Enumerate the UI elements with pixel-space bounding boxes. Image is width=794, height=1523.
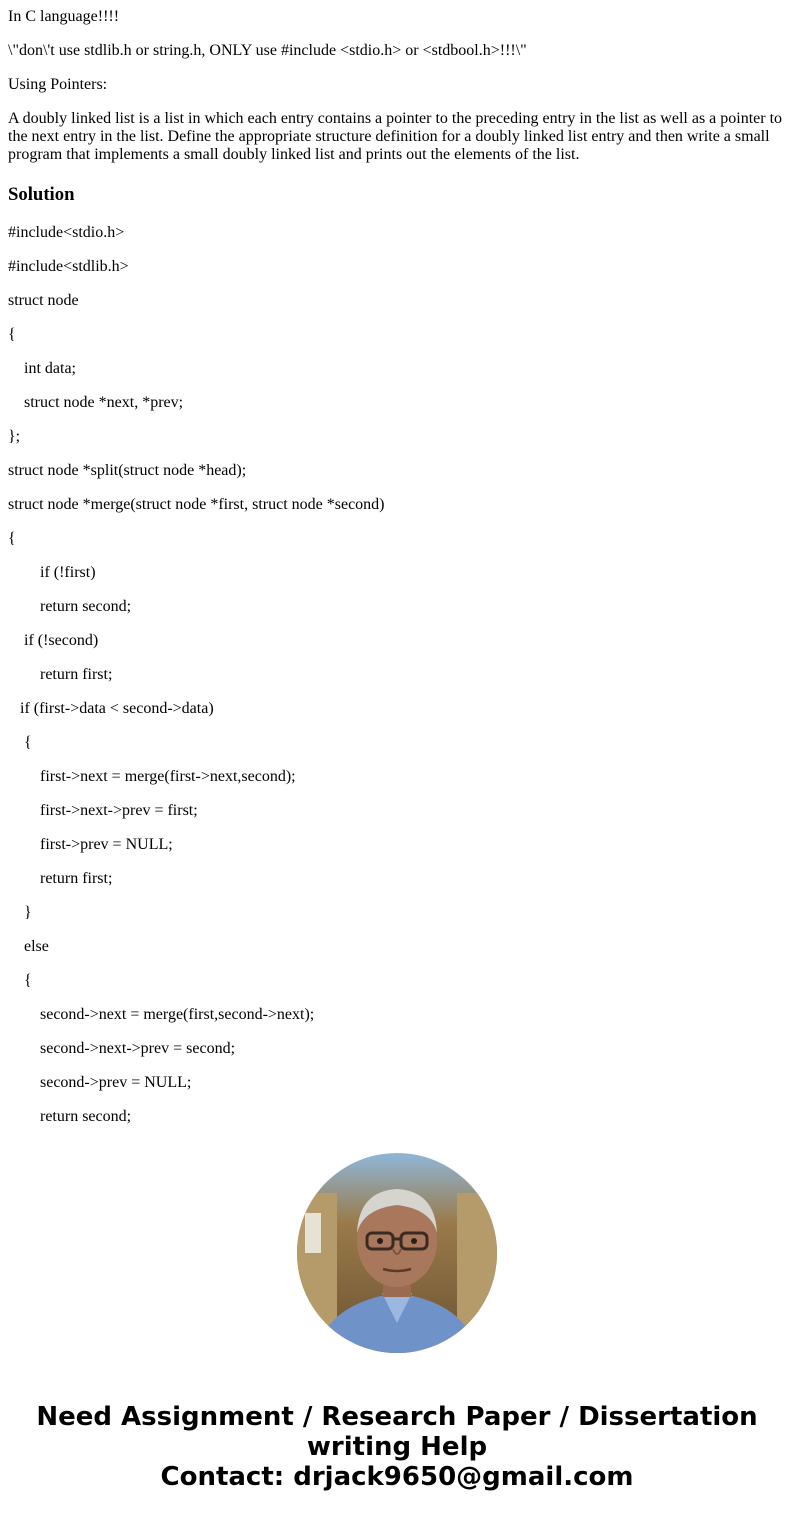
code-line: return first; [8,870,113,887]
code-block [8,224,786,1126]
question-line-restriction: \"don\'t use stdlib.h or string.h, ONLY use #include <stdio.h> or <stdbool.h>!!!\" [8,42,527,59]
code-line: { [8,530,16,547]
solution-heading: Solution [8,184,75,205]
footer-contact [0,1402,794,1492]
page-content [8,0,786,1142]
code-line: struct node *next, *prev; [8,394,184,411]
code-line: #include<stdio.h> [8,224,125,241]
footer-line-1: Need Assignment / Research Paper / Dissertation [36,1402,758,1432]
code-line: struct node [8,292,79,309]
code-line: second->prev = NULL; [8,1074,192,1091]
code-line: { [8,972,32,989]
question-line-pointers: Using Pointers: [8,76,108,93]
person-photo-icon [297,1153,497,1353]
code-line: } [8,904,32,921]
code-line: first->prev = NULL; [8,836,173,853]
author-avatar [297,1153,497,1353]
code-line: #include<stdlib.h> [8,258,129,275]
code-line: first->next = merge(first->next,second); [8,768,296,785]
code-line: { [8,326,16,343]
code-line: return first; [8,666,113,683]
code-line: if (!second) [8,632,99,649]
question-paragraph: A doubly linked list is a list in which each entry contains a pointer to the preceding entry in the list as well as a pointer to the next entry in the list. Define the appropriate structure definition for a doubly linked list entry and then write a small program that implements a small doubly linked list and prints out the elements of the list. [8,110,783,163]
code-line: }; [8,428,21,445]
code-line: int data; [8,360,76,377]
question-line-language: In C language!!!! [8,8,120,25]
code-line: if (first->data < second->data) [8,700,214,717]
code-line: second->next = merge(first,second->next); [8,1006,315,1023]
code-line: struct node *split(struct node *head); [8,462,247,479]
code-line: return second; [8,598,132,615]
code-line: else [8,938,49,955]
footer-line-3: Contact: drjack9650@gmail.com [160,1462,634,1492]
code-line: second->next->prev = second; [8,1040,236,1057]
footer-line-2: writing Help [306,1432,488,1462]
code-line: if (!first) [8,564,96,581]
code-line: struct node *merge(struct node *first, struct node *second) [8,496,385,513]
code-line: return second; [8,1108,132,1125]
code-line: first->next->prev = first; [8,802,198,819]
code-line: { [8,734,32,751]
